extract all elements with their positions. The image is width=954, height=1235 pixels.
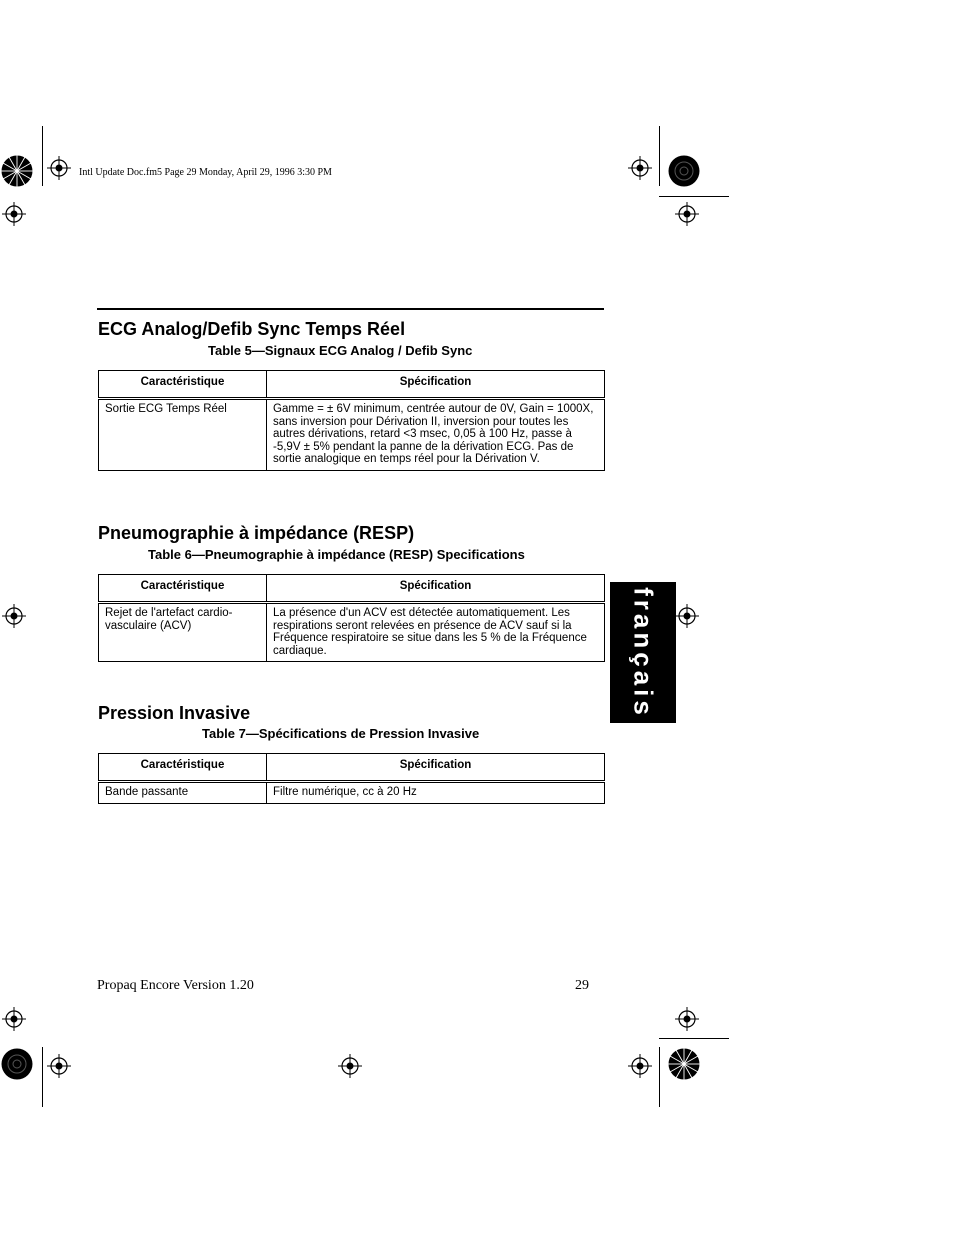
column-header-specification: Spécification bbox=[267, 754, 605, 782]
section-heading-invasive-pressure: Pression Invasive bbox=[98, 703, 251, 723]
table-row bbox=[99, 782, 605, 804]
section-heading-resp: Pneumographie à impédance (RESP) bbox=[98, 523, 415, 543]
table-header-row bbox=[99, 371, 605, 399]
section-rule bbox=[97, 308, 604, 310]
language-tab-label: français bbox=[628, 586, 659, 719]
column-header-characteristic: Caractéristique bbox=[99, 575, 267, 603]
table-caption-7: Table 7—Spécifications de Pression Invasive bbox=[202, 726, 480, 741]
table-caption-6: Table 6—Pneumographie à impédance (RESP) Specifications bbox=[148, 547, 525, 562]
column-header-specification: Spécification bbox=[267, 575, 605, 603]
star-target-icon bbox=[1, 155, 33, 187]
cell-characteristic: Rejet de l'artefact cardio-vasculaire (ACV) bbox=[99, 603, 267, 662]
table-header-row bbox=[99, 754, 605, 782]
spec-table-5 bbox=[98, 370, 605, 471]
language-tab bbox=[610, 582, 676, 723]
footer-page-number: 29 bbox=[575, 978, 589, 993]
print-slug: Intl Update Doc.fm5 Page 29 Monday, April 29, 1996 3:30 PM bbox=[79, 167, 332, 178]
column-header-characteristic: Caractéristique bbox=[99, 754, 267, 782]
star-target-icon bbox=[668, 155, 700, 187]
cell-characteristic: Bande passante bbox=[99, 782, 267, 804]
registration-target-icon bbox=[47, 156, 71, 180]
crop-mark bbox=[42, 126, 43, 186]
cell-specification: Gamme = ± 6V minimum, centrée autour de 0V, Gain = 1000X, sans inversion pour Dérivation II, inversion pour toutes les autres dérivations, retard <3 msec, 0,05 à 100 Hz, passe à -5,9V ± 5% pendant la panne de la dérivation ECG. Pas de sortie analogique en temps réel pour la Dérivation V. bbox=[267, 399, 605, 471]
registration-target-icon bbox=[675, 1007, 699, 1031]
crop-mark bbox=[42, 1047, 43, 1107]
registration-target-icon bbox=[2, 604, 26, 628]
registration-target-icon bbox=[628, 156, 652, 180]
crop-mark bbox=[659, 196, 729, 197]
crop-mark bbox=[659, 126, 660, 186]
cell-characteristic: Sortie ECG Temps Réel bbox=[99, 399, 267, 471]
section-heading-ecg: ECG Analog/Defib Sync Temps Réel bbox=[98, 319, 406, 339]
registration-target-icon bbox=[338, 1054, 362, 1078]
table-row bbox=[99, 399, 605, 471]
star-target-icon bbox=[668, 1048, 700, 1080]
column-header-characteristic: Caractéristique bbox=[99, 371, 267, 399]
registration-target-icon bbox=[628, 1054, 652, 1078]
registration-target-icon bbox=[47, 1054, 71, 1078]
registration-target-icon bbox=[2, 1007, 26, 1031]
cell-specification: La présence d'un ACV est détectée automatiquement. Les respirations seront relevées en présence de ACV sauf si la Fréquence respiratoire se situe dans les 5 % de la Fréquence cardiaque. bbox=[267, 603, 605, 662]
table-caption-5: Table 5—Signaux ECG Analog / Defib Sync bbox=[208, 343, 473, 358]
spec-table-7 bbox=[98, 753, 605, 804]
registration-target-icon bbox=[2, 202, 26, 226]
registration-target-icon bbox=[675, 202, 699, 226]
star-target-icon bbox=[1, 1048, 33, 1080]
crop-mark bbox=[659, 1038, 729, 1039]
crop-mark bbox=[659, 1047, 660, 1107]
footer-document-title: Propaq Encore Version 1.20 bbox=[97, 978, 254, 993]
table-header-row bbox=[99, 575, 605, 603]
column-header-specification: Spécification bbox=[267, 371, 605, 399]
spec-table-6 bbox=[98, 574, 605, 662]
table-row bbox=[99, 603, 605, 662]
registration-target-icon bbox=[675, 604, 699, 628]
cell-specification: Filtre numérique, cc à 20 Hz bbox=[267, 782, 605, 804]
